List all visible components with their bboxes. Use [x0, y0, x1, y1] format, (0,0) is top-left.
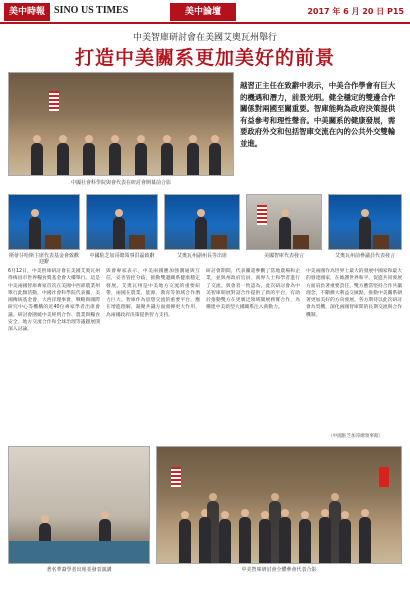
photo-caption: 艾奧瓦州前參議員代表發言 [334, 253, 395, 259]
photo-group [156, 446, 402, 564]
photo-speaker-5 [328, 194, 402, 250]
photo-caption: 艾奧瓦州副州長等出席 [176, 253, 227, 259]
photo-speaker-1 [8, 194, 80, 250]
photo-caption: 斯蒂芬哈斯主席代表基金會致歡迎辭 [8, 253, 79, 265]
article-subtitle: 中美智庫研討會在美國艾奧瓦州舉行 [132, 33, 277, 43]
us-flag-icon [49, 91, 59, 111]
newspaper-logo: 美中時報 [4, 3, 50, 21]
article-column-3: 研討會期間，代表團還參觀了當地農場和企業，並與州政府官員、商界人士和學者進行了交流。與會者一致認為，此次研討會為中美智庫開展對話合作提供了新的平台，有助於推動雙方在更廣泛領域開展務實合作，為構建中美新型大國關系注入新動力。 [206, 269, 300, 311]
china-flag-icon [379, 467, 389, 487]
photo-caption: 中國社會科學院與會代表在研討會開幕前合影 [70, 180, 171, 186]
masthead [0, 0, 410, 24]
photo-caption: 著名華裔學者出席並發表演講 [46, 567, 112, 573]
page-number: P15 [387, 7, 404, 16]
photo-speaker-4 [246, 194, 322, 250]
article-column-1: 6月12日，中美智庫研討會在美國艾奧瓦州得梅因市世界糧食獎基金會大樓舉行。這是中美兩國智庫專家首次在美國中西部農業州舉行此類活動，中國社會科學院代表團、美國傳統基金會、大西洋理事會、戰略與國際研究中心等機構的近40位專家學者出席會議。研討會圍繞中美經貿合作、農業與糧食安全、地方交流合作和全球治理等議題展開深入討論。 [8, 269, 100, 333]
newspaper-name: SINO US TIMES [54, 5, 129, 16]
photo-caption: 中美智庫研討會全體參會代表合影 [241, 567, 317, 573]
article-column-2: 與會專家表示，中美兩國應加強溝通與互信，妥善管控分歧，推動雙邊關系健康穩定發展。艾奧瓦州是中美地方交流的重要紐帶，兩國在農業、能源、教育等領域合作潛力巨大。智庫作為思想交流的重要平台，應在增進理解、凝聚共識方面發揮更大作用，為兩國政府決策提供智力支持。 [106, 269, 200, 318]
photo-delegation [8, 72, 234, 176]
us-flag-icon [171, 467, 181, 487]
photo-speakers-panel [8, 446, 150, 564]
us-flag-icon [257, 205, 267, 225]
photo-speaker-3 [164, 194, 240, 250]
article-headline: 打造中美關系更加美好的前景 [74, 47, 335, 69]
pull-quote: 越習正主任在致辭中表示，中美合作學會有巨大的機遇和潛力，前景光明。健全穩定的雙邊合作關係對兩國至關重要。智庫能夠為政府決策提供有益參考和理性聲音。中美關系的健康發展，需要政府外交和包括智庫交流在內的公共外交雙輪並進。 [240, 81, 396, 148]
article-byline: （中國駐芝加哥總領事館） [328, 434, 384, 439]
photo-speaker-2 [86, 194, 158, 250]
issue-date [307, 6, 404, 17]
photo-caption: 美國智庫代表發言 [263, 253, 304, 259]
photo-caption: 中國駐芝加哥總領事洪磊致辭 [89, 253, 155, 259]
date-text: 2017 年 6 月 20 日 [307, 7, 385, 16]
article-column-4: 中美兩國作為世界上最大的發展中國家和最大的發達國家，在維護世界和平、促進共同發展方面肩負著重要責任。雙方應當堅持合作共贏理念，不斷擴大利益交匯點，推動中美關系朝著更加美好的方向發展。各方期待以此次研討會為契機，深化兩國智庫間的長期交流與合作機制。 [306, 269, 402, 318]
section-label: 美中論壇 [170, 3, 236, 21]
